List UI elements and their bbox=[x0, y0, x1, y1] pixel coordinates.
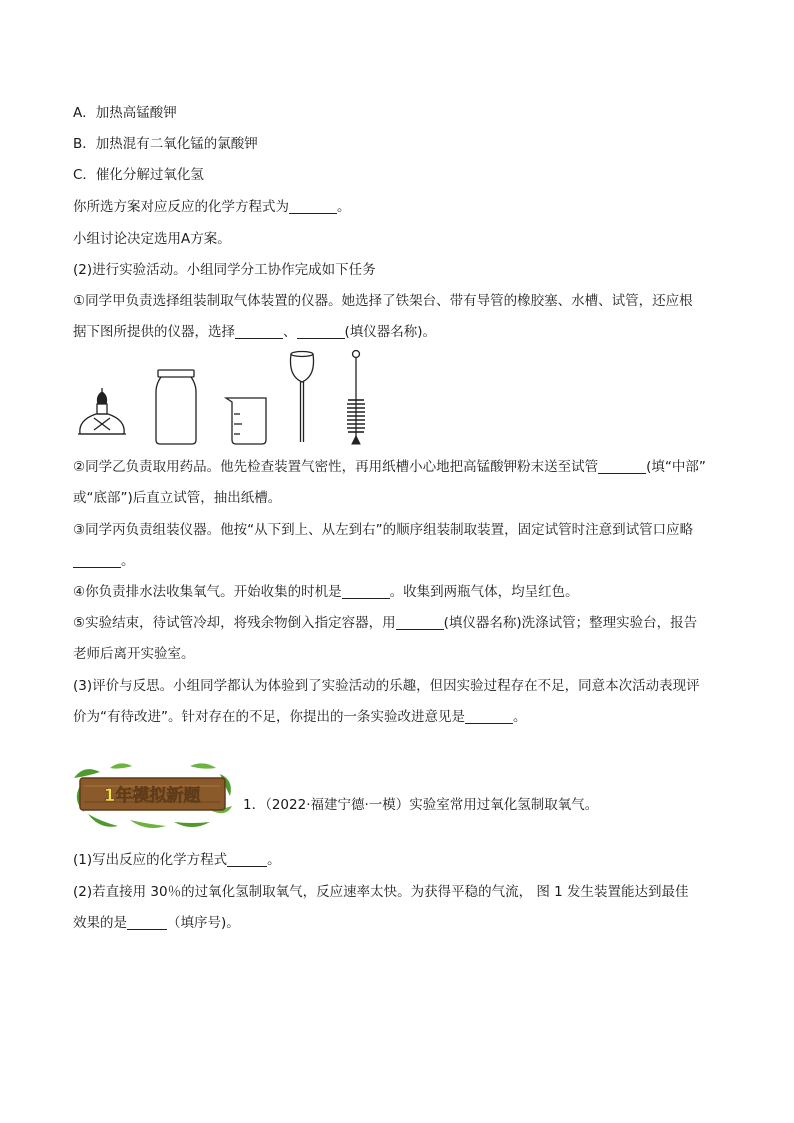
q2-step2-line1: ②同学乙负责取用药品。他先检查装置气密性，再用纸槽小心地把高锰酸钾粉末送至试管 (填“中部” bbox=[73, 459, 706, 475]
option-b: B．加热混有二氧化锰的氯酸钾 bbox=[73, 136, 258, 152]
option-a: A．加热高锰酸钾 bbox=[73, 105, 177, 121]
answer-blank[interactable] bbox=[235, 324, 283, 339]
mock-part1: (1)写出反应的化学方程式 。 bbox=[73, 852, 281, 868]
gas-jar-icon bbox=[156, 370, 196, 444]
answer-blank[interactable] bbox=[396, 615, 444, 630]
mock-question-title: 1．（2022·福建宁德·一模）实验室常用过氧化氢制取氧气。 bbox=[243, 797, 599, 813]
beaker-icon bbox=[226, 398, 266, 444]
q2-step4: ④你负责排水法收集氧气。开始收集的时机是 。收集到两瓶气体，均呈红色。 bbox=[73, 584, 579, 600]
answer-blank[interactable] bbox=[227, 852, 267, 867]
section-banner bbox=[70, 760, 235, 832]
answer-blank[interactable] bbox=[289, 199, 337, 214]
answer-blank[interactable] bbox=[73, 553, 121, 568]
answer-blank[interactable] bbox=[465, 709, 513, 724]
banner-text: 1年模拟新题 bbox=[103, 786, 201, 806]
q2-step3-line2: 。 bbox=[73, 552, 135, 570]
q2-step1-line2: 据下图所提供的仪器，选择 、 (填仪器名称)。 bbox=[73, 324, 437, 340]
q2-step5-line2: 老师后离开实验室。 bbox=[73, 646, 195, 662]
option-c: C．催化分解过氧化氢 bbox=[73, 167, 204, 183]
q3-line2: 价为“有待改进”。针对存在的不足，你提出的一条实验改进意见是 。 bbox=[73, 709, 527, 725]
answer-blank[interactable] bbox=[342, 584, 390, 599]
equation-prompt: 你所选方案对应反应的化学方程式为 。 bbox=[73, 199, 351, 215]
answer-blank[interactable] bbox=[297, 324, 345, 339]
alcohol-lamp-icon bbox=[78, 388, 126, 434]
group-decision: 小组讨论决定选用A方案。 bbox=[73, 231, 231, 247]
q2-step2-line2: 或“底部”)后直立试管，抽出纸槽。 bbox=[73, 490, 282, 506]
answer-blank[interactable] bbox=[127, 915, 167, 930]
answer-blank[interactable] bbox=[598, 459, 646, 474]
q3-line1: (3)评价与反思。小组同学都认为体验到了实验活动的乐趣，但因实验过程存在不足，同意本次活动表现评 bbox=[73, 678, 700, 694]
funnel-icon bbox=[290, 352, 313, 443]
q2-step5-line1: ⑤实验结束，待试管冷却，将残余物倒入指定容器，用 (填仪器名称)洗涤试管；整理实验台，报告 bbox=[73, 615, 698, 631]
q2-step3-line1: ③同学丙负责组装仪器。他按“从下到上、从左到右”的顺序组装制取装置，固定试管时注意到试管口应略 bbox=[73, 522, 694, 538]
q2-step1-line1: ①同学甲负责选择组装制取气体装置的仪器。她选择了铁架台、带有导管的橡胶塞、水槽、试管，还应根 bbox=[73, 293, 693, 309]
test-tube-brush-icon bbox=[347, 351, 365, 445]
mock-part2-line2: 效果的是 （填序号)。 bbox=[73, 915, 240, 931]
mock-part2-line1: (2)若直接用 30％的过氧化氢制取氧气，反应速率太快。为获得平稳的气流， 图 1 发生装置能达到最佳 bbox=[73, 884, 689, 900]
q2-title: (2)进行实验活动。小组同学分工协作完成如下任务 bbox=[73, 262, 376, 278]
apparatus-figure bbox=[72, 348, 392, 448]
